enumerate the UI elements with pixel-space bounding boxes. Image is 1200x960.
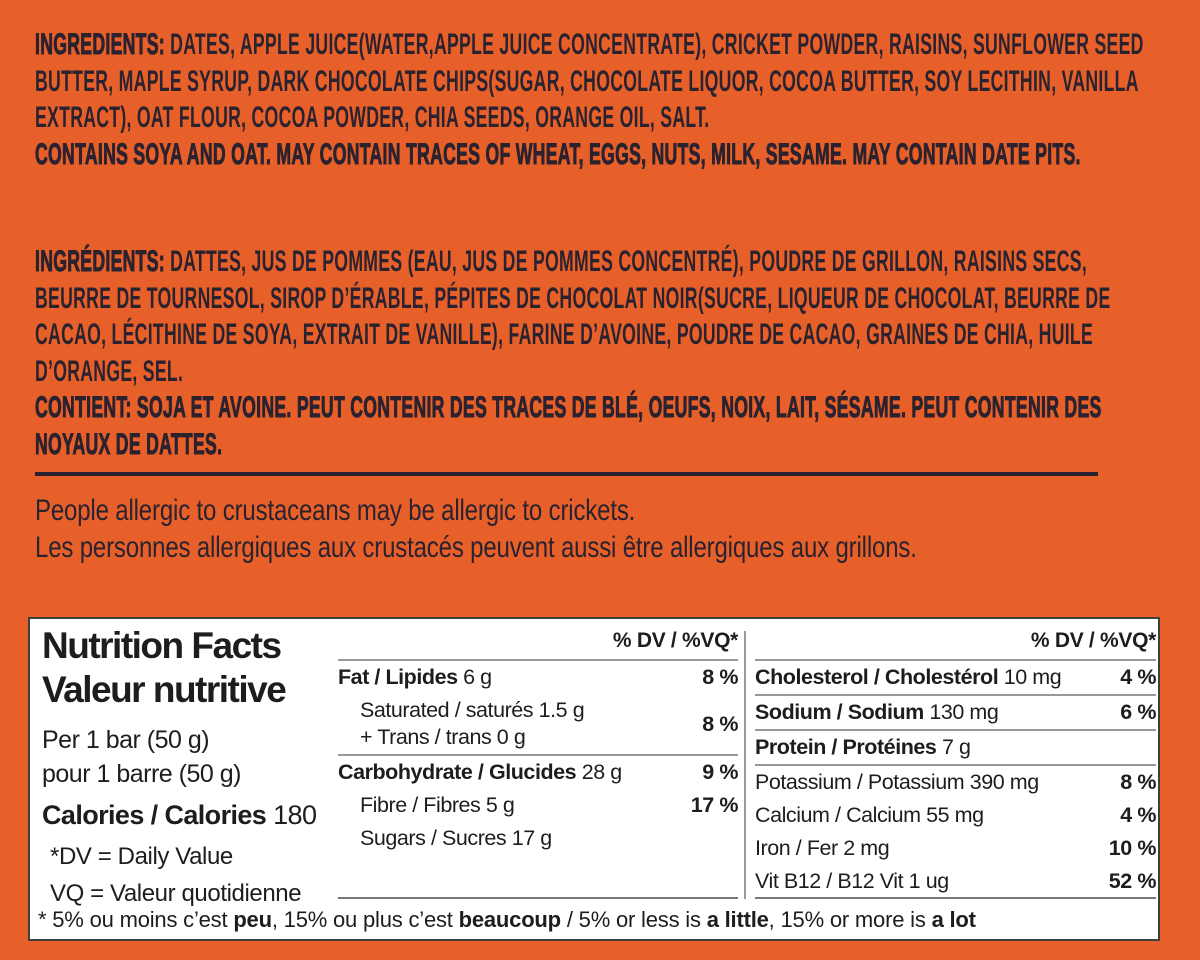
nutrient-row: Calcium / Calcium 55 mg 4 % bbox=[755, 803, 1156, 827]
dv-footnote: * 5% ou moins c’est peu, 15% ou plus c’est beaucoup / 5% or less is a little, 15% or more is a lot bbox=[38, 907, 976, 932]
nutrient-row: Sodium / Sodium 130 mg 6 % bbox=[755, 696, 1156, 731]
section-divider bbox=[35, 472, 1098, 476]
ingredients-heading-fr: INGRÉDIENTS: bbox=[35, 245, 165, 278]
crustacean-warning bbox=[35, 493, 1155, 566]
ingredients-list-en: DATES, APPLE JUICE(WATER,APPLE JUICE CONCENTRATE), CRICKET POWDER, RAISINS, SUNFLOWER SEED BUTTER, MAPLE SYRUP, DARK CHOCOLATE CHIPS(SUGAR, CHOCOLATE LIQUOR, COCOA BUTTER, SOY LECITHIN, VANILLA EXTRACT), OAT FLOUR, COCOA POWDER, CHIA SEEDS, ORANGE OIL, SALT. bbox=[35, 28, 1144, 134]
nutrient-column-micros bbox=[755, 629, 1156, 899]
percent-dv-header: % DV / %VQ* bbox=[338, 629, 738, 661]
crustacean-warning-fr: Les personnes allergiques aux crustacés peuvent aussi être allergiques aux grillons. bbox=[35, 530, 917, 564]
dv-legend-en: *DV = Daily Value bbox=[50, 843, 233, 870]
nutrient-row: Iron / Fer 2 mg 10 % bbox=[755, 836, 1156, 860]
nutrient-row: Potassium / Potassium 390 mg 8 % bbox=[755, 770, 1156, 794]
dv-legend bbox=[42, 838, 334, 912]
nutrient-row: Carbohydrate / Glucides 28 g 9 % bbox=[338, 760, 738, 784]
nutrition-summary-column bbox=[42, 624, 334, 912]
serving-size-en: Per 1 bar (50 g) bbox=[42, 726, 210, 754]
nutrient-row: Saturated / saturés 1.5 g + Trans / trans 0 g 8 % bbox=[338, 694, 738, 756]
ingredients-english bbox=[35, 27, 1164, 173]
serving-size bbox=[42, 723, 334, 791]
nutrient-row: Protein / Protéines 7 g bbox=[755, 731, 1156, 766]
ingredients-french bbox=[35, 244, 1164, 463]
nutrient-row: Fibre / Fibres 5 g 17 % bbox=[360, 793, 738, 817]
calories-label: Calories / Calories bbox=[42, 800, 267, 830]
macro-rows bbox=[338, 661, 738, 855]
dv-legend-fr: VQ = Valeur quotidienne bbox=[50, 880, 302, 907]
nutrient-row: Cholesterol / Cholestérol 10 mg 4 % bbox=[755, 661, 1156, 696]
column-divider bbox=[744, 631, 746, 899]
nutrient-row: Vit B12 / B12 Vit 1 ug 52 % bbox=[755, 869, 1156, 893]
nutrient-column-macros bbox=[338, 629, 738, 899]
calories-value: 180 bbox=[273, 800, 317, 830]
nutrition-facts-panel bbox=[28, 617, 1160, 941]
ingredients-list-fr: DATTES, JUS DE POMMES (EAU, JUS DE POMMES CONCENTRÉ), POUDRE DE GRILLON, RAISINS SECS, BEURRE DE TOURNESOL, SIROP D’ÉRABLE, PÉPITES DE CHOCOLAT NOIR(SUCRE, LIQUEUR DE CHOCOLAT, BEURRE DE CACAO, LÉCITHINE DE SOYA, EXTRAIT DE VANILLE), FARINE D’AVOINE, POUDRE DE CACAO, GRAINES DE CHIA, HUILE D’ORANGE, SEL. bbox=[35, 245, 1111, 388]
serving-size-fr: pour 1 barre (50 g) bbox=[42, 760, 241, 788]
nutrition-title-fr: Valeur nutritive bbox=[42, 669, 286, 710]
ingredients-heading-en: INGREDIENTS: bbox=[35, 28, 165, 61]
allergen-statement-fr: CONTIENT: SOJA ET AVOINE. PEUT CONTENIR DES TRACES DE BLÉ, OEUFS, NOIX, LAIT, SÉSAME. PEUT CONTENIR DES NOYAUX DE DATTES. bbox=[35, 391, 1102, 461]
nutrient-row: Sugars / Sucres 17 g bbox=[360, 826, 552, 850]
allergen-statement-en: CONTAINS SOYA AND OAT. MAY CONTAIN TRACES OF WHEAT, EGGS, NUTS, MILK, SESAME. MAY CONTAIN DATE PITS. bbox=[35, 137, 1081, 171]
micro-rows bbox=[755, 661, 1156, 898]
crustacean-warning-en: People allergic to crustaceans may be allergic to crickets. bbox=[35, 494, 636, 527]
percent-dv-header: % DV / %VQ* bbox=[755, 629, 1156, 661]
calories-row bbox=[42, 800, 334, 831]
nutrition-title-en: Nutrition Facts bbox=[42, 625, 281, 666]
nutrient-row: Fat / Lipides 6 g 8 % bbox=[338, 665, 738, 689]
